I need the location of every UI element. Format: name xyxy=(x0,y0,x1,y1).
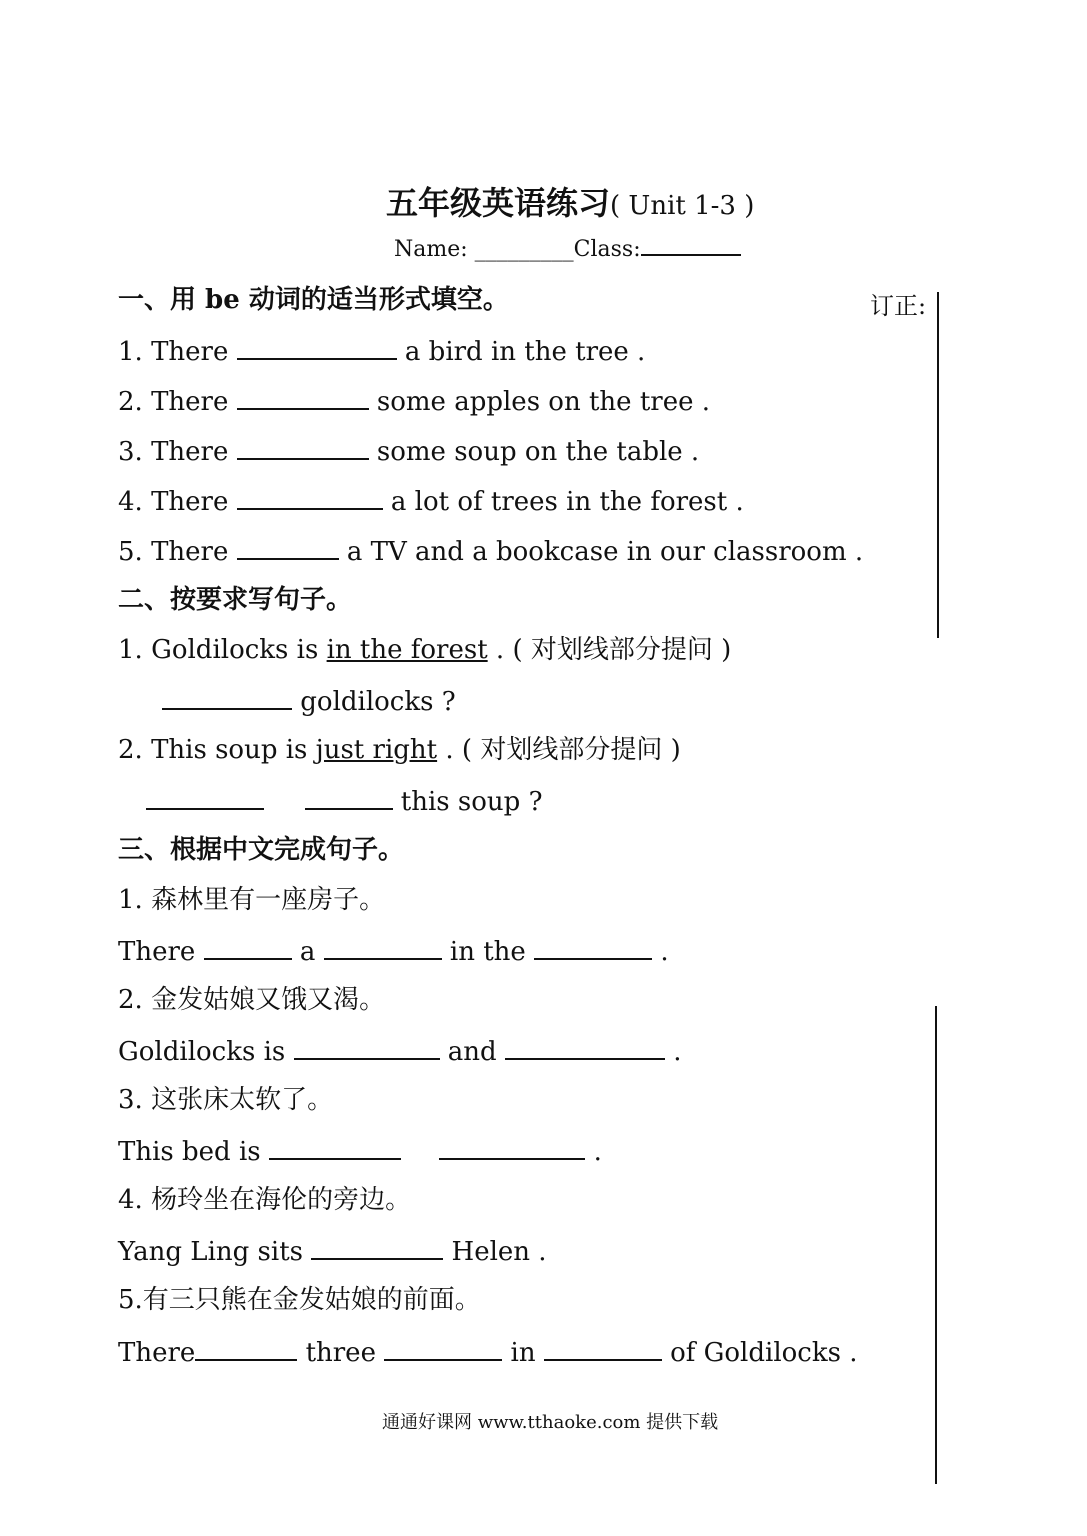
s3-q5-w2: three xyxy=(305,1338,376,1368)
s1-item-1 xyxy=(118,332,645,370)
s3-q3-english xyxy=(118,1132,602,1170)
s2-q2-pre: 2. This soup is xyxy=(118,735,308,765)
s3-q5-w1: There xyxy=(118,1338,196,1368)
s3-q2-blank-1[interactable] xyxy=(294,1032,440,1060)
s3-q5-chinese: 5.有三只熊在金发姑娘的前面。 xyxy=(118,1285,481,1315)
title-subtitle: ( Unit 1-3 ) xyxy=(610,191,755,221)
s1-item-1-rest: a bird in the tree . xyxy=(404,337,646,367)
s1-item-3-rest: some soup on the table . xyxy=(376,437,700,467)
s1-item-1-start: 1. There xyxy=(118,337,229,367)
s3-q5-w3: in xyxy=(510,1338,536,1368)
s1-item-2-start: 2. There xyxy=(118,387,229,417)
s1-blank-2[interactable] xyxy=(237,382,369,410)
s3-q4-blank-1[interactable] xyxy=(311,1232,443,1260)
class-label: Class: xyxy=(573,237,641,262)
s1-blank-1[interactable] xyxy=(237,332,397,360)
s3-q1-blank-1[interactable] xyxy=(204,932,292,960)
name-class-line xyxy=(394,234,741,262)
s3-q3-chinese: 3. 这张床太软了。 xyxy=(118,1085,334,1115)
s2-question-2 xyxy=(118,732,681,768)
s2-q1-pre: 1. Goldilocks is xyxy=(118,635,319,665)
s3-q1-english xyxy=(118,932,669,970)
footer-credit: 通通好课网 www.tthaoke.com 提供下载 xyxy=(382,1412,719,1433)
s2-a2-blank-1[interactable] xyxy=(146,782,264,810)
s2-a1-rest: goldilocks ? xyxy=(300,687,456,717)
s3-q2-w1: Goldilocks is xyxy=(118,1037,286,1067)
s3-q4-english xyxy=(118,1232,547,1270)
s3-q1-w1: There xyxy=(118,937,196,967)
s1-item-2-rest: some apples on the tree . xyxy=(376,387,710,417)
s1-item-3-start: 3. There xyxy=(118,437,229,467)
s1-blank-4[interactable] xyxy=(237,482,383,510)
s3-q1-w3: in the xyxy=(449,937,526,967)
s3-q3-blank-2[interactable] xyxy=(439,1132,585,1160)
s2-q1-underlined: in the forest xyxy=(326,635,488,665)
s3-q2-blank-2[interactable] xyxy=(505,1032,665,1060)
s3-q3-blank-1[interactable] xyxy=(269,1132,401,1160)
s3-q2-w2: and xyxy=(447,1037,497,1067)
s3-q1-blank-3[interactable] xyxy=(534,932,652,960)
s3-q2-end: . xyxy=(673,1037,682,1067)
s3-q3-w1: This bed is xyxy=(118,1137,261,1167)
s1-item-3 xyxy=(118,432,699,470)
correction-divider-lower xyxy=(935,1006,937,1484)
s2-a2-blank-2[interactable] xyxy=(305,782,393,810)
s1-item-4-start: 4. There xyxy=(118,487,229,517)
s2-q1-post: . ( 对划线部分提问 ) xyxy=(495,635,732,665)
correction-label: 订正: xyxy=(870,292,927,320)
correction-divider xyxy=(937,292,939,638)
s1-item-4 xyxy=(118,482,744,520)
title-text: 五年级英语练习 xyxy=(386,184,611,222)
s3-q3-end: . xyxy=(593,1137,602,1167)
section1-heading: 一、用 be 动词的适当形式填空。 xyxy=(118,285,509,315)
name-label: Name: _________ xyxy=(394,237,574,262)
s3-q5-blank-2[interactable] xyxy=(384,1333,502,1361)
class-blank[interactable] xyxy=(641,234,741,256)
s2-a1-blank[interactable] xyxy=(162,682,292,710)
section3-heading: 三、根据中文完成句子。 xyxy=(118,835,405,865)
s3-q2-chinese: 2. 金发姑娘又饿又渴。 xyxy=(118,985,386,1015)
s3-q5-blank-1[interactable] xyxy=(195,1333,297,1361)
s3-q1-w2: a xyxy=(299,937,316,967)
s3-q4-w1: Yang Ling sits xyxy=(118,1237,303,1267)
s2-q2-underlined: just right xyxy=(315,735,438,765)
s3-q2-english xyxy=(118,1032,681,1070)
s3-q4-chinese: 4. 杨玲坐在海伦的旁边。 xyxy=(118,1185,412,1215)
s1-item-4-rest: a lot of trees in the forest . xyxy=(390,487,744,517)
s3-q4-w2: Helen . xyxy=(451,1237,547,1267)
section2-heading: 二、按要求写句子。 xyxy=(118,585,353,615)
s3-q1-blank-2[interactable] xyxy=(324,932,442,960)
s2-answer-1 xyxy=(162,682,456,720)
s1-item-5 xyxy=(118,532,863,570)
s1-item-5-start: 5. There xyxy=(118,537,229,567)
s1-blank-3[interactable] xyxy=(237,432,369,460)
s2-a2-rest: this soup ? xyxy=(400,787,543,817)
s1-item-5-rest: a TV and a bookcase in our classroom . xyxy=(346,537,864,567)
s2-question-1 xyxy=(118,632,731,668)
s2-answer-2 xyxy=(146,782,543,820)
s2-q2-post: . ( 对划线部分提问 ) xyxy=(445,735,681,765)
page-title xyxy=(386,178,754,224)
s1-blank-5[interactable] xyxy=(237,532,339,560)
s3-q1-end: . xyxy=(660,937,669,967)
s3-q5-w4: of Goldilocks . xyxy=(670,1338,858,1368)
s3-q5-blank-3[interactable] xyxy=(544,1333,662,1361)
s3-q5-english xyxy=(118,1333,858,1371)
s1-item-2 xyxy=(118,382,710,420)
s3-q1-chinese: 1. 森林里有一座房子。 xyxy=(118,885,386,915)
